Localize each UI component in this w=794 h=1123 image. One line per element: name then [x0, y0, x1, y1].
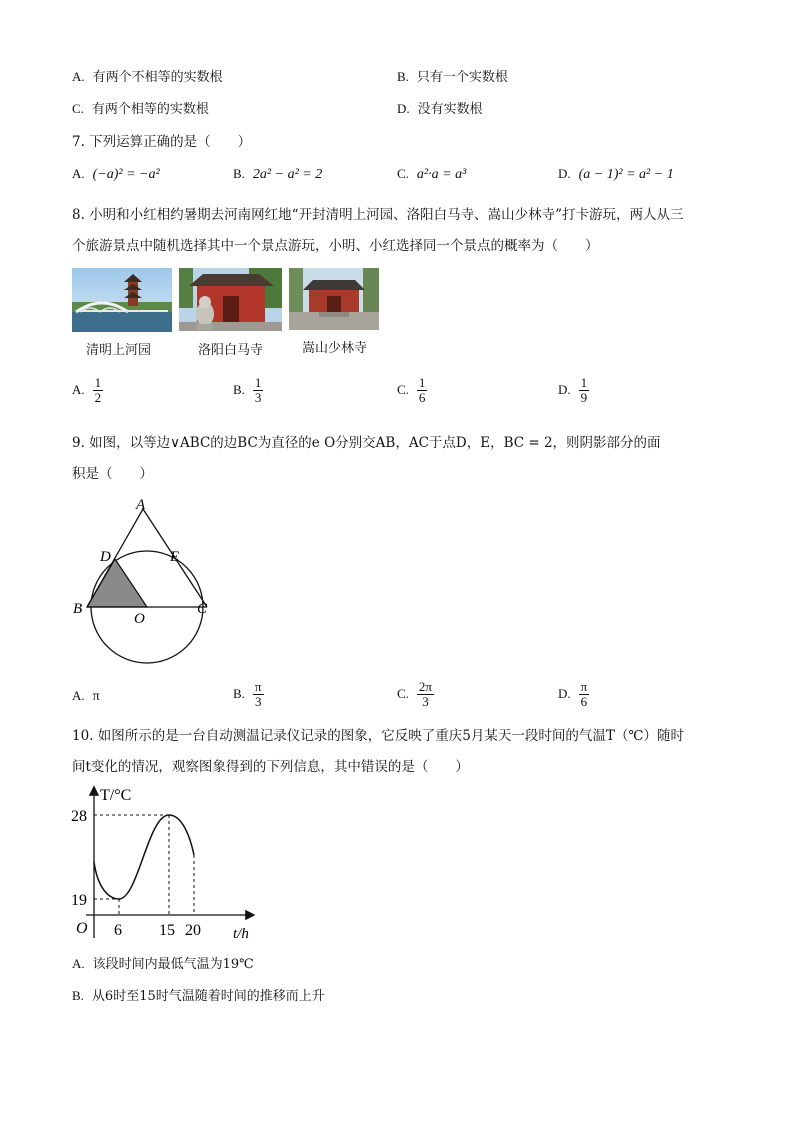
- q10-stem-line1: 10. 如图所示的是一台自动测温记录仪记录的图象，它反映了重庆5月某天一段时间的气温T（℃）随时: [72, 728, 684, 744]
- q10-temperature-graph: [68, 778, 268, 946]
- origin-label: O: [76, 920, 88, 937]
- q10-stem-line2: 间t变化的情况，观察图象得到的下列信息，其中错误的是（ ）: [72, 759, 469, 775]
- q9-geometry-figure: [68, 495, 218, 670]
- label-a: A: [136, 497, 146, 513]
- q8-option-a: A. $\frac{1}{2}$: [72, 375, 102, 405]
- q8-option-c: C. $\frac{1}{6}$: [397, 375, 426, 405]
- x-tick-20: 20: [185, 922, 201, 939]
- q8-stem-line1: 8. 小明和小红相约暑期去河南网红地“开封清明上河园、洛阳白马寺、嵩山少林寺”打卡游玩，两人从三: [72, 207, 684, 223]
- q7-option-c: C. a²·a = a³: [397, 166, 467, 182]
- caption-shaolin: 嵩山少林寺: [302, 341, 368, 356]
- label-o: O: [134, 611, 145, 627]
- label-b: B: [73, 601, 83, 617]
- q8-stem-line2: 个旅游景点中随机选择其中一个景点游玩，小明、小红选择同一个景点的概率为（ ）: [72, 238, 599, 254]
- q6-option-a: A. 有两个不相等的实数根: [72, 69, 223, 85]
- label-e: E: [170, 549, 180, 565]
- y-tick-19: 19: [71, 892, 87, 909]
- label-c: C: [197, 601, 208, 617]
- q7-option-a: A. (−a)² = −a²: [72, 166, 160, 182]
- q7-stem: 7. 下列运算正确的是（ ）: [72, 134, 252, 150]
- caption-qingming: 清明上河园: [86, 343, 152, 358]
- temple-gate-photo: [179, 268, 282, 331]
- pagoda-bridge-photo: [72, 268, 172, 332]
- y-tick-28: 28: [71, 808, 87, 825]
- q10-option-a: A. 该段时间内最低气温为19℃: [72, 956, 254, 972]
- label-d: D: [100, 549, 111, 565]
- q9-stem-line2: 积是（ ）: [72, 466, 153, 482]
- q10-option-b: B. 从6时至15时气温随着时间的推移而上升: [72, 988, 325, 1004]
- y-axis-label: T/°C: [100, 787, 132, 804]
- q9-option-b: B. $\frac{\pi}{3}$: [233, 679, 262, 709]
- x-tick-15: 15: [159, 922, 175, 939]
- q6-option-d: D. 没有实数根: [397, 101, 483, 117]
- q9-option-a: A. π: [72, 688, 100, 704]
- q9-option-c: C. $\frac{2\pi}{3}$: [397, 679, 432, 709]
- temperature-curve: [94, 815, 194, 899]
- temple-hall-photo: [289, 268, 379, 330]
- q8-option-d: D. $\frac{1}{9}$: [558, 375, 588, 405]
- q7-option-b: B. 2a² − a² = 2: [233, 166, 323, 182]
- x-tick-6: 6: [114, 922, 122, 939]
- caption-baima: 洛阳白马寺: [198, 343, 264, 358]
- q9-stem-line1: 9. 如图，以等边∨ABC的边BC为直径的e O分别交AB，AC于点D，E，BC = 2，则阴影部分的面: [72, 435, 661, 451]
- q7-option-d: D. (a − 1)² = a² − 1: [558, 166, 674, 182]
- q8-option-b: B. $\frac{1}{3}$: [233, 375, 262, 405]
- x-axis-label: t/h: [233, 926, 249, 942]
- q6-option-c: C. 有两个相等的实数根: [72, 101, 209, 117]
- q9-option-d: D. $\frac{\pi}{6}$: [558, 679, 588, 709]
- q6-option-b: B. 只有一个实数根: [397, 69, 508, 85]
